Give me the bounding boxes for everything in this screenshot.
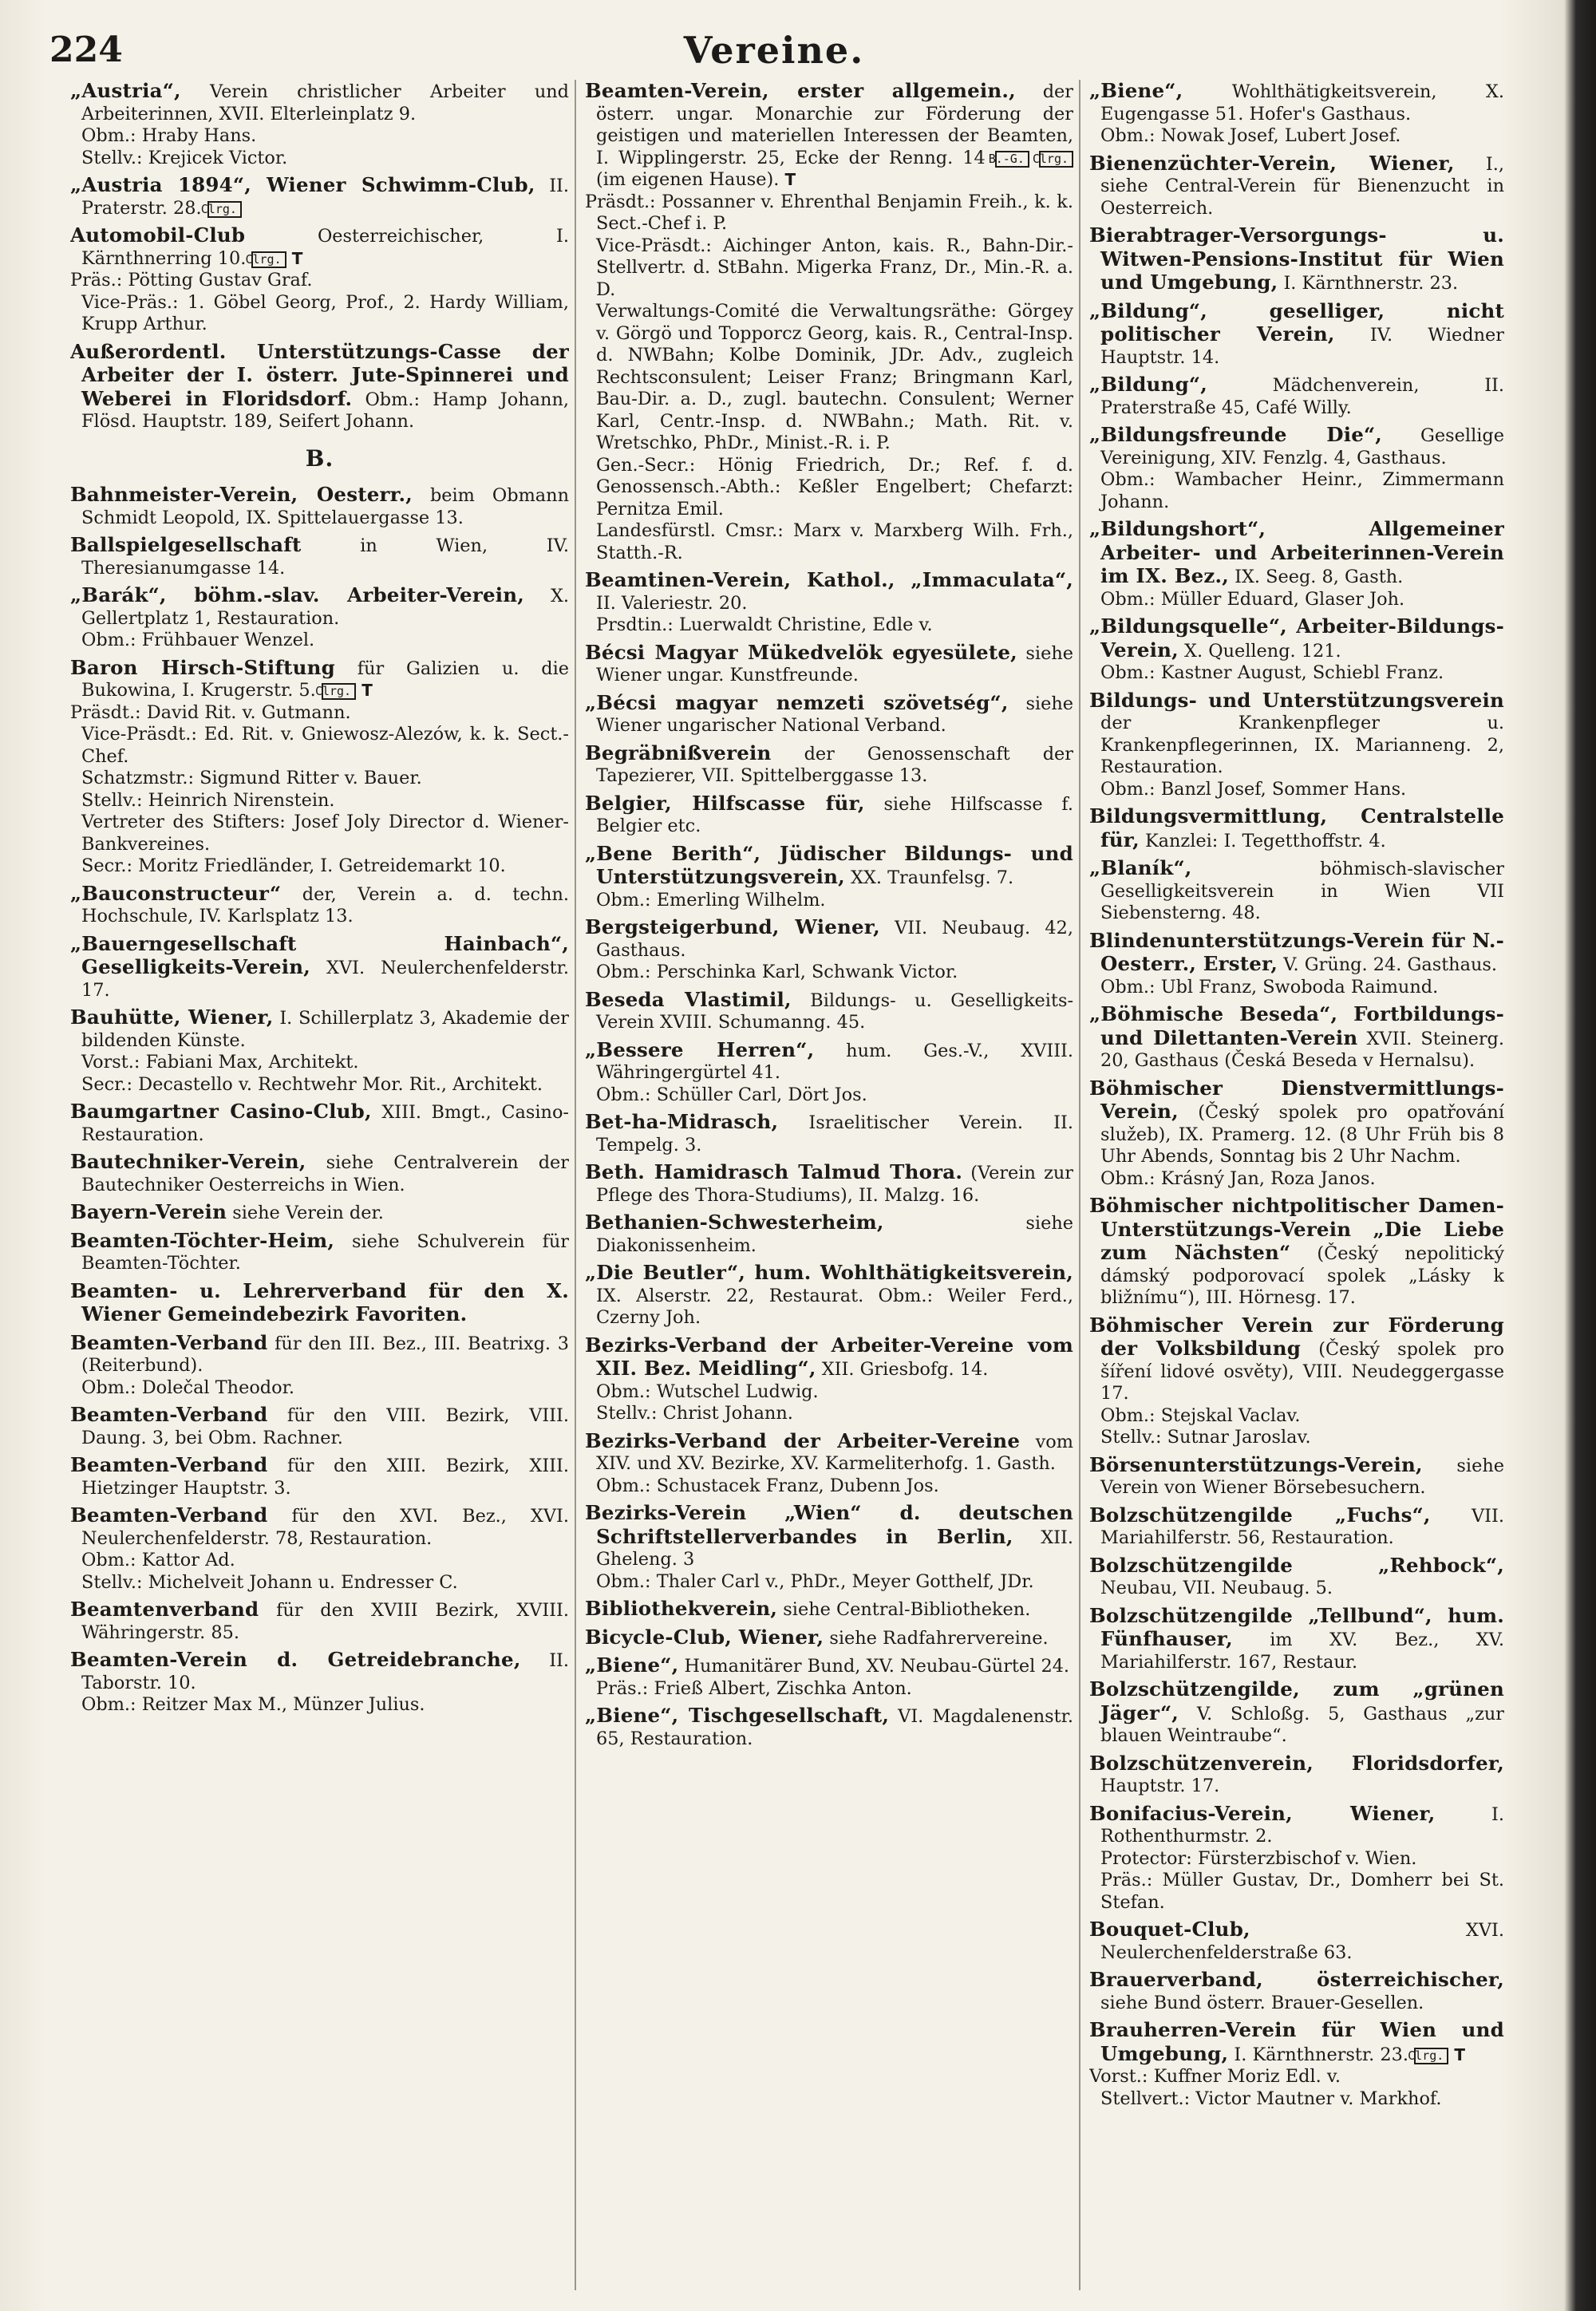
entry-text: für den III. Bez., III. Beatrixg. 3 (Reiterbund). Obm.: Dolečal Theodor. [81,1333,569,1398]
directory-entry [1089,424,1504,513]
directory-entry [585,1705,1073,1750]
directory-entry [70,341,569,433]
entry-text: böhmisch-slavischer Geselligkeitsverein in Wien VII Siebensterng. 48. [1100,859,1504,923]
entry-text: Oesterreichischer, I. Kärnthnerring 10. [81,226,569,269]
entry-text: siehe Hilfscasse f. Belgier etc. [596,793,1073,836]
entry-text: in Wien, IV. Theresianumgasse 14. [81,535,569,579]
entry-text: siehe Wiener ungarischer National Verband. [596,693,1073,736]
entry-name: Ballspielgesellschaft [70,533,302,556]
directory-entry [585,1039,1073,1107]
entry-name: Bildungsvermittlung, Centralstelle für, [1089,804,1504,851]
telephone-mark: T [784,170,796,189]
entry-name: Bayern-Verein [70,1200,227,1223]
directory-entry [70,224,569,336]
entry-name: Belgier, Hilfscasse für, [585,791,865,815]
entry-text: V. Grüng. 24. Gasthaus. Obm.: Ubl Franz, Swoboda Raimund. [1100,954,1497,997]
entry-text: II. Praterstr. 28. [81,176,569,219]
directory-entry [1089,1195,1504,1310]
entry-name: „Bauerngesellschaft Hainbach“, Geselligkeits-Verein, [70,931,569,978]
entry-text: V. Schloßg. 5, Gasthaus „zur blauen Weintraube“. [1100,1703,1504,1746]
entry-text: beim Obmann Schmidt Leopold, IX. Spittelauergasse 13. [81,485,569,528]
directory-entry [70,1504,569,1594]
entry-text: siehe Wiener ungar. Kunstfreunde. [596,642,1073,685]
directory-entry [585,916,1073,984]
entry-name: Beth. Hamidrasch Talmud Thora. [585,1160,963,1183]
directory-entry [70,1006,569,1096]
entry-name: Automobil-Club [70,223,246,247]
entry-text: I. Kärnthnerstr. 23. [1283,273,1459,294]
entry-text: VII. Neubaug. 42, Gasthaus. Obm.: Perschinka Karl, Schwank Victor. [596,918,1073,982]
directory-entry [70,80,569,169]
entry-name: Beamten- u. Lehrerverband für den X. Wiener Gemeindebezirk Favoriten. [70,1278,569,1325]
entry-text: siehe Verein der. [232,1203,384,1223]
directory-entry [1089,1454,1504,1499]
entry-text: Kanzlei: I. Tegetthoffstr. 4. [1144,830,1386,851]
directory-entry [70,1649,569,1716]
directory-entry [70,1230,569,1275]
directory-entry [585,642,1073,687]
entry-text: siehe Bund österr. Brauer-Gesellen. [1100,1992,1424,2013]
entry-name: Bezirks-Verein „Wien“ d. deutschen Schriftstellerverbandes in Berlin, [585,1501,1073,1548]
entry-name: „Die Beutler“, hum. Wohlthätigkeitsverein, [585,1261,1073,1284]
entry-details: Präsdt.: David Rit. v. Gutmann. Vice-Präsdt.: Ed. Rit. v. Gniewosz-Alezów, k. k. Sect.-Chef. Schatzmstr.: Sigmund Ritter v. Bauer. Stellv.: Heinrich Nirenstein. Vertreter des Stifters: Josef Joly Director d. Wiener-Bankvereines. Secr.: Moritz Friedländer, I. Getreidemarkt 10. [70,701,569,876]
entry-text: (Český nepolitický dámský podporovací spolek „Lásky k bližnímu“), III. Hörnesg. 17. [1100,1243,1504,1308]
directory-entry [70,883,569,928]
entry-name: „Biene“, [585,1653,679,1677]
entry-text: für den XVI. Bez., XVI. Neulerchenfelderstr. 78, Restauration. Obm.: Kattor Ad. Stellv.: Michelveit Johann u. Endresser C. [81,1506,569,1593]
directory-entry [70,534,569,579]
entry-name: Bet-ha-Midrasch, [585,1110,779,1133]
entry-text: VII. Mariahilferstr. 56, Restauration. [1100,1505,1504,1548]
entry-name: „Bildung“, [1089,373,1207,396]
entry-name: Beamten-Verein d. Getreidebranche, [70,1648,521,1671]
entry-text: I. Schillerplatz 3, Akademie der bildenden Künste. Vorst.: Fabiani Max, Architekt. Secr.: Decastello v. Rechtwehr Mor. Rit., Architekt. [81,1008,569,1095]
directory-entry [585,1111,1073,1156]
entry-name: „Bildung“, geselliger, nicht politischer Verein, [1089,298,1504,346]
directory-entry [585,989,1073,1034]
entry-text: IV. Wiedner Hauptstr. 14. [1100,325,1504,368]
entry-name: Beamten-Verband [70,1330,268,1354]
entry-name: Baron Hirsch-Stiftung [70,655,336,679]
clearing-tag: Clrg. [207,201,242,218]
directory-entry [70,1332,569,1400]
entry-name: Bethanien-Schwesterheim, [585,1211,884,1234]
entry-text: für den XVIII Bezirk, XVIII. Währingerstr. 85. [81,1600,569,1643]
entry-name: Blindenunterstützungs-Verein für N.-Oesterr., Erster, [1089,928,1504,975]
entry-name: Böhmischer Verein zur Förderung der Volksbildung [1089,1313,1504,1360]
directory-entry [70,1201,569,1225]
entry-name: Böhmischer nichtpolitischer Damen-Unterstützungs-Verein „Die Liebe zum Nächsten“ [1089,1194,1504,1264]
entry-name: Bolzschützenverein, Floridsdorfer, [1089,1751,1504,1775]
directory-entry [70,484,569,529]
entry-text: I. Rothenthurmstr. 2. Protector: Fürsterzbischof v. Wien. Präs.: Müller Gustav, Dr., Domherr bei St. Stefan. [1100,1803,1504,1913]
directory-entry [1089,300,1504,369]
directory-entry [1089,1077,1504,1191]
directory-entry [585,1334,1073,1425]
running-title: Vereine. [683,29,865,72]
entry-details: Vorst.: Kuffner Moriz Edl. v. Stellvert.: Victor Mautner v. Markhof. [1089,2066,1442,2109]
directory-entry [70,657,569,878]
entry-text: IX. Alserstr. 22, Restaurat. Obm.: Weiler Ferd., Czerny Joh. [596,1285,1073,1328]
telephone-mark: T [291,248,303,268]
entry-name: Bahnmeister-Verein, Oesterr., [70,483,413,506]
entry-name: „Austria“, [70,80,181,102]
entry-name: Beamten-Verband [70,1453,268,1476]
entry-text: (Český spolek pro šíření lidové osvěty), VIII. Neudeggergasse 17. Obm.: Stejskal Vaclav. Stellv.: Sutnar Jaroslav. [1100,1339,1504,1448]
entry-name: „Bécsi magyar nemzeti szövetség“, [585,690,1009,714]
directory-entry [585,1161,1073,1207]
entry-text: Mädchenverein, II. Praterstraße 45, Café Willy. [1100,375,1504,418]
column-right [1089,80,1504,2298]
directory-entry [70,1280,569,1327]
clearing-tag: Clrg. [251,251,286,268]
clearing-tag: Clrg. [1039,151,1073,168]
directory-entry [1089,518,1504,610]
column-left [70,80,569,2298]
entry-text: XVI. Neulerchenfelderstraße 63. [1100,1920,1504,1963]
directory-entry [585,742,1073,788]
directory-entry [1089,930,1504,999]
entry-text: II. Taborstr. 10. Obm.: Reitzer Max M., Münzer Julius. [81,1650,569,1715]
entry-name: Beamten-Verein, erster allgemein., [585,80,1016,102]
entry-name: „Bessere Herren“, [585,1037,815,1061]
entry-name: Beamtenverband [70,1598,259,1621]
entry-name: Brauerverband, österreichischer, [1089,1968,1504,1991]
directory-entry [70,1151,569,1196]
entry-text: für den VIII. Bezirk, VIII. Daung. 3, bei Obm. Rachner. [81,1405,569,1448]
directory-entry [1089,1803,1504,1914]
entry-name: „Biene“, [1089,80,1183,102]
entry-name: „Bildungshort“, Allgemeiner Arbeiter- und Arbeiterinnen-Verein im IX. Bez., [1089,517,1504,587]
entry-name: Bicycle-Club, Wiener, [585,1625,824,1649]
entry-text: Gesellige Vereinigung, XIV. Fenzlg. 4, Gasthaus. Obm.: Wambacher Heinr., Zimmermann Johann. [1100,425,1504,512]
entry-text: VI. Magdalenenstr. 65, Restauration. [596,1706,1073,1749]
entry-text: Wohlthätigkeitsverein, X. Eugengasse 51. Hofer's Gasthaus. Obm.: Nowak Josef, Lubert Josef. [1100,81,1504,146]
entry-name: Bezirks-Verband der Arbeiter-Vereine vom XII. Bez. Meidling“, [585,1333,1073,1380]
directory-entry [585,843,1073,912]
entry-text: der Genossenschaft der Tapezierer, VII. Spittelberggasse 13. [596,743,1073,786]
entry-name: Begräbnißverein [585,741,772,764]
directory-entry [1089,1554,1504,1600]
directory-entry [1089,1314,1504,1449]
entry-text: für den XIII. Bezirk, XIII. Hietzinger Hauptstr. 3. [81,1456,569,1499]
entry-text: Hauptstr. 17. [1100,1776,1220,1796]
telephone-mark: T [361,681,373,700]
entry-text: der Krankenpfleger u. Krankenpflegerinnen, IX. Marianneng. 2, Restauration. Obm.: Banzl Josef, Sommer Hans. [1100,713,1504,800]
directory-entry [70,1598,569,1644]
entry-text: (Verein zur Pflege des Thora-Studiums), II. Malzg. 16. [596,1163,1073,1206]
directory-entry [1089,1918,1504,1964]
entry-text: I., siehe Central-Verein für Bienenzucht in Oesterreich. [1100,153,1504,219]
entry-name: „Bauconstructeur“ [70,881,282,905]
entry-name: Beamtinen-Verein, Kathol., „Immaculata“, [585,568,1073,591]
column-middle [585,80,1073,2298]
directory-entry [1089,857,1504,925]
directory-entry [70,1454,569,1499]
entry-name: Bolzschützengilde „Tellbund“, hum. Fünfhauser, [1089,1603,1504,1650]
entry-name: Bolzschützengilde „Rehbock“, [1089,1553,1504,1577]
entry-text: siehe Centralverein der Bautechniker Oesterreichs in Wien. [81,1152,569,1195]
directory-entry [1089,2019,1504,2110]
clearing-tag: B.-G. [995,151,1029,168]
entry-text: (im eigenen Hause). [596,169,780,190]
entry-name: Bouquet-Club, [1089,1918,1250,1941]
directory-entry [585,1598,1073,1622]
entry-name: „Böhmische Beseda“, Fortbildungs- und Dilettanten-Verein [1089,1002,1504,1049]
entry-text: siehe Central-Bibliotheken. [783,1599,1031,1620]
entry-name: Böhmischer Dienstvermittlungs-Verein, [1089,1076,1504,1123]
entry-name: Beamten-Verband [70,1403,268,1426]
directory-entry [1089,615,1504,685]
entry-name: Bonifacius-Verein, Wiener, [1089,1801,1436,1825]
column-rule [1079,80,1080,2290]
entry-details: Präs.: Pötting Gustav Graf. Vice-Präs.: 1. Göbel Georg, Prof., 2. Hardy William, Krupp Arthur. [70,270,569,334]
section-letter: B. [305,444,334,472]
entry-name: Bildungs- und Unterstützungsverein [1089,688,1504,712]
entry-text: XVII. Steinerg. 20, Gasthaus (Česká Beseda v Hernalsu). [1100,1028,1504,1071]
entry-name: Bienenzüchter-Verein, Wiener, [1089,151,1455,175]
entry-text: der österr. ungar. Monarchie zur Förderung der geistigen und materiellen Interessen der Beamten, I. Wipplingerstr. 25, Ecke der Renng. 14 [596,81,1073,168]
entry-name: Bergsteigerbund, Wiener, [585,915,880,938]
directory-entry [1089,152,1504,220]
page-header [40,22,1508,78]
directory-entry [70,933,569,1002]
directory-entry [1089,1504,1504,1550]
entry-name: Bibliothekverein, [585,1597,778,1620]
entry-text: siehe Schulverein für Beamten-Töchter. [81,1231,569,1274]
entry-name: Bolzschützengilde, zum „grünen Jäger“, [1089,1677,1504,1724]
entry-text: XII. Griesbofg. 14. Obm.: Wutschel Ludwig. Stellv.: Christ Johann. [596,1359,989,1424]
entry-name: Bauhütte, Wiener, [70,1005,274,1029]
entry-name: „Austria 1894“, Wiener Schwimm-Club, [70,173,535,196]
directory-entry [1089,1969,1504,2014]
entry-text: im XV. Bez., XV. Mariahilferstr. 167, Restaur. [1100,1630,1504,1673]
directory-entry [585,80,1073,564]
clearing-tag: Clrg. [1414,2048,1448,2064]
entry-name: „Bildungsquelle“, Arbeiter-Bildungs-Verein, [1089,614,1504,662]
telephone-mark: T [1454,2044,1466,2064]
entry-text: II. Valeriestr. 20. Prsdtin.: Luerwaldt Christine, Edle v. [596,592,933,635]
clearing-tag: Clrg. [322,683,356,700]
directory-entry [1089,373,1504,419]
entry-name: Börsenunterstützungs-Verein, [1089,1452,1423,1476]
entry-name: Beseda Vlastimil, [585,987,792,1011]
directory-entry [1089,1003,1504,1073]
entry-name: Baumgartner Casino-Club, [70,1100,372,1123]
directory-entry [1089,224,1504,295]
directory-entry [1089,805,1504,852]
entry-text: Neubau, VII. Neubaug. 5. [1100,1578,1333,1598]
entry-text: Verein christlicher Arbeiter und Arbeiterinnen, XVII. Elterleinplatz 9. Obm.: Hraby Hans. Stellv.: Krejicek Victor. [81,81,569,168]
entry-name: Bezirks-Verband der Arbeiter-Vereine [585,1428,1021,1452]
entry-name: „Biene“, Tischgesellschaft, [585,1704,890,1727]
entry-text: Bildungs- u. Geselligkeits-Verein XVIII. Schumanng. 45. [596,990,1073,1033]
entry-text: (Český spolek pro opatřování služeb), IX. Pramerg. 12. (8 Uhr Früh bis 8 Uhr Abends, Sonntag bis 2 Uhr Nachm. Obm.: Krásný Jan, Roza Janos. [1100,1102,1504,1189]
directory-entry [585,792,1073,838]
entry-name: „Barák“, böhm.-slav. Arbeiter-Verein, [70,583,524,606]
entry-text: der, Verein a. d. techn. Hochschule, IV. Karlsplatz 13. [81,883,569,926]
directory-entry [1089,689,1504,801]
entry-name: Bierabtrager-Versorgungs- u. Witwen-Pensions-Institut für Wien und Umgebung, [1089,223,1504,294]
entry-text: XIII. Bmgt., Casino-Restauration. [81,1102,569,1145]
entry-name: „Bene Berith“, Jüdischer Bildungs- und Unterstützungsverein, [585,841,1073,888]
entry-name: Beamten-Verband [70,1503,268,1527]
entry-name: Beamten-Töchter-Heim, [70,1228,335,1252]
entry-text: siehe Diakonissenheim. [596,1213,1073,1256]
directory-entry [1089,1752,1504,1798]
entry-name: „Bildungsfreunde Die“, [1089,423,1383,446]
entry-name: Außerordentl. Unterstützungs-Casse der Arbeiter der I. österr. Jute-Spinnerei und Weberei in Floridsdorf. [70,339,569,410]
entry-text: IX. Seeg. 8, Gasth. Obm.: Müller Eduard, Glaser Joh. [1100,567,1405,610]
entry-name: „Blaník“, [1089,856,1192,879]
directory-entry [1089,1678,1504,1748]
directory-entry [585,1211,1073,1257]
entry-text: X. Quelleng. 121. Obm.: Kastner August, Schiebl Franz. [1100,640,1444,683]
directory-entry [585,1654,1073,1700]
entry-text: I. Kärnthnerstr. 23. [1234,2044,1409,2065]
directory-entry [585,569,1073,637]
entry-text: Humanitärer Bund, XV. Neubau-Gürtel 24. Präs.: Frieß Albert, Zischka Anton. [596,1656,1070,1699]
entry-name: Bolzschützengilde „Fuchs“, [1089,1503,1431,1527]
directory-entry [585,1430,1073,1498]
entry-name: Brauherren-Verein für Wien und Umgebung, [1089,2018,1504,2065]
page-number: 224 [49,30,123,70]
directory-entry [70,1100,569,1146]
entry-name: Bécsi Magyar Mükedvelök egyesülete, [585,640,1017,664]
entry-text: XII. Gheleng. 3 Obm.: Thaler Carl v., PhDr., Meyer Gotthelf, JDr. [596,1527,1073,1592]
directory-entry [70,584,569,652]
column-rule [575,80,576,2290]
entry-text: XVI. Neulerchenfelderstr. 17. [81,958,569,1001]
entry-details: Präsdt.: Possanner v. Ehrenthal Benjamin Freih., k. k. Sect.-Chef i. P. Vice-Präsdt.: Aichinger Anton, kais. R., Bahn-Dir.-Stellvertr. d. StBahn. Migerka Franz, Dr., Min.-R. a. D. Verwaltungs-Comité die Verwaltungsräthe: Görgey v. Görgö und Topporcz Georg, kais. R., Central-Insp. d. NWBahn; Kolbe Dominik, JDr. Adv., zugleich Rechtsconsulent; Leiser Franz; Bringmann Karl, Bau-Dir. a. D., zugl. bautechn. Consulent; Werner Karl, Centr.-Insp. d. NWBahn.; Math. Rit. v. Wretschko, PhDr., Minist.-R. i. P. Gen.-Secr.: Hönig Friedrich, Dr.; Ref. f. d. Genossensch.-Abth.: Keßler Engelbert; Chefarzt: Pernitza Emil. Landesfürstl. Cmsr.: Marx v. Marxberg Wilh. Frh., Statth.-R. [585,191,1073,563]
directory-entry [1089,1605,1504,1674]
directory-entry [1089,80,1504,148]
directory-entry [585,1262,1073,1329]
directory-entry [585,1626,1073,1650]
entry-text: hum. Ges.-V., XVIII. Währingergürtel 41. Obm.: Schüller Carl, Dört Jos. [596,1040,1073,1105]
entry-text: vom XIV. und XV. Bezirke, XV. Karmeliterhofg. 1. Gasth. Obm.: Schustacek Franz, Dubenn Jos. [596,1431,1073,1496]
directory-entry [585,1502,1073,1593]
entry-text: XX. Traunfelsg. 7. Obm.: Emerling Wilhelm. [596,867,1014,911]
entry-name: Bautechniker-Verein, [70,1150,306,1173]
directory-entry [585,692,1073,737]
directory-entry [70,174,569,219]
entry-text: Israelitischer Verein. II. Tempelg. 3. [596,1112,1073,1156]
entry-text: X. Gellertplatz 1, Restauration. Obm.: Frühbauer Wenzel. [81,586,569,650]
entry-text: Obm.: Hamp Johann, Flösd. Hauptstr. 189, Seifert Johann. [81,389,569,432]
directory-entry [70,1404,569,1449]
entry-text: siehe Verein von Wiener Börsebesuchern. [1100,1455,1504,1498]
entry-text: für Galizien u. die Bukowina, I. Krugerstr. 5. [81,658,569,701]
entry-text: siehe Radfahrervereine. [829,1627,1049,1649]
